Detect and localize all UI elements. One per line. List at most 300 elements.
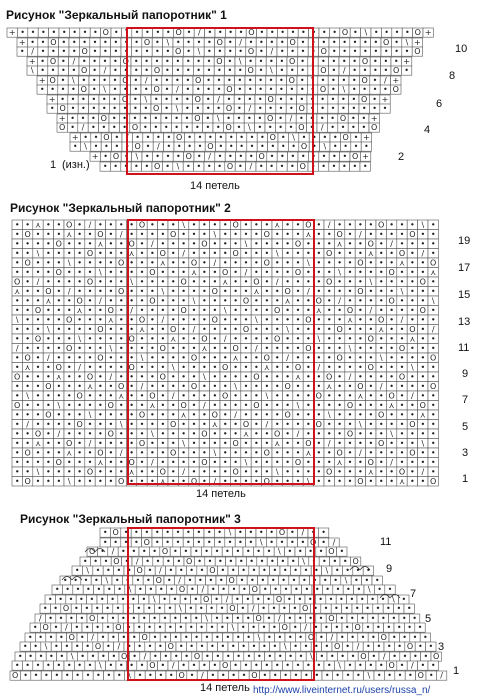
- chart-2-symbol: ⋏: [129, 249, 135, 258]
- chart-2-symbol: •: [160, 363, 165, 372]
- chart-3-symbol: •: [169, 671, 174, 680]
- chart-3-symbol: •: [126, 623, 131, 632]
- chart-3-symbol: •: [18, 652, 23, 661]
- chart-2-symbol: •: [212, 325, 217, 334]
- chart-2-symbol: •: [337, 344, 342, 353]
- chart-1-symbol: O: [227, 162, 233, 171]
- chart-2-symbol: •: [171, 259, 176, 268]
- chart-2-symbol: •: [129, 287, 134, 296]
- chart-2-symbol: /: [224, 335, 227, 344]
- chart-1-symbol: •: [113, 162, 118, 171]
- chart-3-symbol: •: [292, 576, 297, 585]
- chart-3-symbol: \: [338, 661, 341, 670]
- chart-2-symbol: •: [192, 458, 197, 467]
- chart-2-symbol: •: [358, 240, 363, 249]
- chart-3-symbol: •: [285, 661, 290, 670]
- chart-2-symbol: \: [172, 363, 175, 372]
- chart-2-symbol: •: [254, 449, 259, 458]
- chart-2-symbol: ⋏: [181, 411, 187, 420]
- chart-3-symbol: •: [235, 595, 240, 604]
- chart-1-symbol: •: [352, 162, 357, 171]
- chart-3-symbol: •: [360, 614, 365, 623]
- chart-1-symbol: •: [122, 114, 127, 123]
- chart-3-symbol: •: [110, 595, 115, 604]
- chart-3-symbol: •: [188, 604, 193, 613]
- chart-2-symbol: •: [420, 344, 425, 353]
- chart-2-symbol: •: [223, 420, 228, 429]
- chart-2-symbol: •: [171, 411, 176, 420]
- chart-2-symbol: \: [297, 401, 300, 410]
- chart-3-symbol: •: [231, 671, 236, 680]
- chart-2-symbol: •: [46, 439, 51, 448]
- chart-3-symbol: •: [244, 661, 249, 670]
- chart-2-symbol: •: [244, 316, 249, 325]
- chart-1-symbol: •: [373, 66, 378, 75]
- chart-2-symbol: •: [379, 249, 384, 258]
- chart-2-symbol: O: [66, 439, 72, 448]
- chart-2-symbol: O: [295, 240, 301, 249]
- chart-2-symbol: /: [68, 287, 71, 296]
- chart-2-symbol: •: [140, 373, 145, 382]
- chart-2-symbol: •: [379, 449, 384, 458]
- chart-2-symbol: •: [316, 221, 321, 230]
- chart-1-symbol: •: [41, 28, 46, 37]
- chart-2-symbol: •: [389, 382, 394, 391]
- chart-2-symbol: O: [45, 287, 51, 296]
- chart-2-symbol: •: [244, 344, 249, 353]
- chart-2-symbol: •: [160, 449, 165, 458]
- chart-1-symbol: +: [39, 76, 46, 85]
- chart-2-symbol: •: [202, 392, 207, 401]
- chart-2-symbol: •: [285, 477, 290, 486]
- chart-3-symbol: •: [248, 528, 253, 537]
- chart-2-symbol: •: [88, 449, 93, 458]
- chart-2-symbol: •: [244, 363, 249, 372]
- chart-2-symbol: •: [171, 306, 176, 315]
- chart-3-symbol: •: [115, 576, 120, 585]
- chart-2-symbol: •: [140, 249, 145, 258]
- chart-2-symbol: ⋏: [285, 297, 291, 306]
- chart-2-symbol: •: [264, 306, 269, 315]
- chart-3-symbol: •: [163, 614, 168, 623]
- chart-3-symbol: •: [221, 671, 226, 680]
- chart-1-symbol: /: [208, 152, 211, 161]
- chart-3-symbol: •: [239, 557, 244, 566]
- chart-2-symbol: •: [400, 268, 405, 277]
- chart-3-symbol: •: [121, 547, 126, 556]
- chart-2-symbol: •: [337, 401, 342, 410]
- chart-3-symbol: O: [149, 661, 155, 670]
- chart-2-symbol: •: [337, 221, 342, 230]
- chart-2-symbol: •: [400, 297, 405, 306]
- chart-3-symbol: •: [183, 547, 188, 556]
- chart-2-symbol: O: [66, 221, 72, 230]
- chart-3-symbol: •: [84, 576, 89, 585]
- chart-1-symbol: •: [197, 38, 202, 47]
- chart-1-symbol: •: [331, 104, 336, 113]
- chart-2-symbol: •: [36, 449, 41, 458]
- chart-2-symbol: •: [410, 278, 415, 287]
- chart-1-symbol: •: [362, 104, 367, 113]
- chart-3-symbol: •: [327, 661, 332, 670]
- source-link[interactable]: http://www.liveinternet.ru/users/russa_n/: [253, 685, 430, 696]
- chart-2-symbol: •: [348, 230, 353, 239]
- chart-2-symbol: •: [150, 306, 155, 315]
- chart-1-symbol: /: [312, 57, 315, 66]
- chart-2-symbol: •: [88, 316, 93, 325]
- chart-3-symbol: •: [116, 566, 121, 575]
- chart-3-symbol: •: [176, 528, 181, 537]
- chart-1-symbol: •: [103, 47, 108, 56]
- chart-2-symbol: •: [98, 420, 103, 429]
- chart-3-symbol: •: [366, 566, 371, 575]
- chart-1-symbol: •: [217, 162, 222, 171]
- chart-1-symbol: •: [124, 38, 129, 47]
- chart-3-symbol: •: [350, 614, 355, 623]
- chart-3-symbol: •: [189, 566, 194, 575]
- chart-2-symbol: •: [337, 439, 342, 448]
- chart-3-symbol: •: [407, 604, 412, 613]
- chart-1-symbol: \: [323, 142, 326, 151]
- chart-2-symbol: •: [368, 382, 373, 391]
- chart-2-symbol: •: [140, 363, 145, 372]
- chart-2-symbol: •: [15, 468, 20, 477]
- chart-2-symbol: •: [77, 373, 82, 382]
- chart-3-symbol: •: [148, 642, 153, 651]
- chart-3-symbol: •: [147, 604, 152, 613]
- chart-2-symbol: •: [202, 468, 207, 477]
- chart-2-symbol: \: [213, 449, 216, 458]
- chart-3-symbol: •: [308, 547, 313, 556]
- chart-1-symbol: •: [310, 95, 315, 104]
- chart-1-symbol: O: [298, 123, 304, 132]
- chart-3-symbol: •: [207, 528, 212, 537]
- chart-1-symbol: •: [195, 123, 200, 132]
- chart-2-symbol: •: [56, 449, 61, 458]
- chart-2-symbol: ⋏: [97, 458, 103, 467]
- chart-3-symbol: •: [217, 538, 222, 547]
- chart-2-symbol: \: [141, 354, 144, 363]
- chart-2-symbol: •: [264, 401, 269, 410]
- chart-3-symbol: •: [215, 614, 220, 623]
- chart-1-symbol: •: [165, 76, 170, 85]
- chart-3-symbol: /: [172, 661, 175, 670]
- chart-2-symbol: •: [171, 240, 176, 249]
- chart-2-symbol: •: [379, 401, 384, 410]
- chart-3-symbol: •: [292, 604, 297, 613]
- chart-1-symbol: •: [341, 104, 346, 113]
- chart-1-symbol: •: [363, 66, 368, 75]
- chart-2-symbol: •: [140, 477, 145, 486]
- chart-3-symbol: \: [310, 652, 313, 661]
- chart-1-symbol: •: [165, 47, 170, 56]
- chart-3-symbol: •: [366, 642, 371, 651]
- chart-2-symbol: •: [223, 344, 228, 353]
- chart-1-symbol: •: [41, 38, 46, 47]
- chart-1-symbol: •: [196, 85, 201, 94]
- chart-2-symbol: •: [15, 420, 20, 429]
- chart-2-symbol: •: [296, 392, 301, 401]
- chart-2-symbol: •: [181, 344, 186, 353]
- chart-3-symbol: •: [371, 633, 376, 642]
- chart-2-symbol: •: [56, 325, 61, 334]
- chart-3-symbol: •: [232, 585, 237, 594]
- chart-3-symbol: •: [23, 642, 28, 651]
- chart-2-symbol: •: [306, 363, 311, 372]
- chart-3-symbol: •: [340, 652, 345, 661]
- chart-1-symbol: •: [279, 57, 284, 66]
- chart-2-symbol: •: [88, 477, 93, 486]
- chart-2-symbol: •: [327, 363, 332, 372]
- chart-2-symbol: O: [336, 449, 342, 458]
- chart-3-symbol: •: [262, 642, 267, 651]
- chart-1-symbol: O: [103, 133, 109, 142]
- chart-3-row-label: 7: [410, 589, 416, 600]
- chart-2-symbol: •: [192, 230, 197, 239]
- chart-1-symbol: •: [164, 123, 169, 132]
- chart-2-symbol: •: [327, 230, 332, 239]
- chart-2-symbol: /: [390, 240, 393, 249]
- chart-2-symbol: •: [379, 259, 384, 268]
- chart-1-symbol: •: [310, 85, 315, 94]
- chart-1-symbol: •: [218, 142, 223, 151]
- chart-1-symbol: •: [92, 76, 97, 85]
- chart-3-symbol: •: [212, 661, 217, 670]
- chart-2-symbol: •: [358, 344, 363, 353]
- chart-2-symbol: •: [181, 230, 186, 239]
- chart-2-symbol: •: [431, 306, 436, 315]
- chart-2-symbol: /: [193, 325, 196, 334]
- chart-3-symbol: •: [365, 604, 370, 613]
- chart-1-symbol: •: [70, 123, 75, 132]
- chart-3-symbol: •: [178, 623, 183, 632]
- chart-3-symbol: •: [124, 557, 129, 566]
- chart-1-symbol: •: [144, 66, 149, 75]
- chart-2-symbol: •: [67, 458, 72, 467]
- chart-2-symbol: O: [160, 373, 166, 382]
- chart-2-symbol: O: [212, 316, 218, 325]
- chart-1-symbol: •: [394, 38, 399, 47]
- chart-3-symbol: •: [336, 585, 341, 594]
- chart-2-symbol: •: [316, 411, 321, 420]
- chart-2-symbol: •: [400, 449, 405, 458]
- chart-2-symbol: •: [77, 278, 82, 287]
- chart-2-symbol: •: [15, 240, 20, 249]
- chart-3-symbol: •: [152, 547, 157, 556]
- chart-3-symbol: •: [75, 671, 80, 680]
- chart-2-symbol: \: [68, 259, 71, 268]
- chart-2-symbol: •: [254, 439, 259, 448]
- chart-2-symbol: •: [171, 249, 176, 258]
- chart-1-symbol: •: [61, 57, 66, 66]
- chart-3-symbol: /: [112, 547, 115, 556]
- chart-1-symbol: O: [340, 114, 346, 123]
- chart-2-symbol: O: [149, 392, 155, 401]
- chart-2-symbol: •: [389, 259, 394, 268]
- chart-1-symbol: O: [393, 85, 399, 94]
- chart-2-symbol: O: [108, 401, 114, 410]
- chart-2-symbol: /: [390, 458, 393, 467]
- chart-2-symbol: •: [150, 287, 155, 296]
- chart-2-symbol: •: [358, 221, 363, 230]
- chart-3-symbol: •: [321, 528, 326, 537]
- chart-1-symbol: •: [354, 142, 359, 151]
- chart-1-first-row-label: 1: [50, 160, 56, 171]
- chart-1-symbol: O: [414, 47, 420, 56]
- chart-2-symbol: O: [222, 392, 228, 401]
- chart-1-symbol: /: [82, 123, 85, 132]
- chart-1-symbol: •: [133, 95, 138, 104]
- chart-2-symbol: •: [108, 382, 113, 391]
- chart-2-symbol: •: [67, 382, 72, 391]
- chart-2-symbol: ⋏: [149, 401, 155, 410]
- chart-2-symbol: •: [129, 221, 134, 230]
- chart-2-symbol: •: [212, 249, 217, 258]
- chart-1-symbol: O: [226, 85, 232, 94]
- chart-2-symbol: \: [401, 287, 404, 296]
- chart-2-symbol: •: [212, 268, 217, 277]
- chart-1-symbol: •: [155, 38, 160, 47]
- chart-3-symbol: /: [201, 671, 204, 680]
- chart-3-symbol: •: [165, 528, 170, 537]
- chart-3-symbol: •: [173, 633, 178, 642]
- chart-2-symbol: O: [139, 316, 145, 325]
- chart-1-symbol: O: [123, 57, 129, 66]
- chart-1-symbol: •: [92, 85, 97, 94]
- chart-1-symbol: O: [59, 104, 65, 113]
- chart-3-symbol: O: [352, 557, 358, 566]
- chart-1-symbol: +: [9, 28, 16, 37]
- chart-3-symbol: •: [119, 661, 124, 670]
- chart-2-symbol: •: [150, 221, 155, 230]
- chart-2-symbol: •: [358, 268, 363, 277]
- chart-2-symbol: ⋏: [87, 382, 93, 391]
- chart-3-symbol: •: [420, 661, 425, 670]
- chart-1-symbol: O: [49, 76, 55, 85]
- chart-2-symbol: •: [36, 230, 41, 239]
- chart-3-symbol: •: [261, 604, 266, 613]
- chart-3-symbol: •: [381, 595, 386, 604]
- chart-1-symbol: /: [104, 66, 107, 75]
- chart-2-symbol: ⋏: [201, 344, 207, 353]
- chart-1-symbol: •: [342, 57, 347, 66]
- chart-1-symbol: •: [143, 104, 148, 113]
- chart-2-symbol: /: [47, 354, 50, 363]
- chart-2-row-label: 1: [462, 474, 468, 485]
- chart-2-symbol: •: [316, 316, 321, 325]
- chart-2-symbol: •: [296, 477, 301, 486]
- chart-2-symbol: ⋏: [66, 230, 72, 239]
- chart-2-symbol: •: [306, 354, 311, 363]
- chart-2-symbol: •: [212, 297, 217, 306]
- chart-2-symbol: /: [89, 439, 92, 448]
- chart-3-symbol: •: [75, 642, 80, 651]
- chart-2-symbol: •: [202, 259, 207, 268]
- chart-2-symbol: •: [264, 325, 269, 334]
- chart-2-symbol: O: [108, 306, 114, 315]
- chart-2-symbol: •: [327, 335, 332, 344]
- chart-2-symbol: •: [77, 449, 82, 458]
- chart-2-symbol: \: [245, 458, 248, 467]
- chart-2-symbol: /: [120, 449, 123, 458]
- chart-2-symbol: •: [150, 449, 155, 458]
- chart-3-symbol: \: [231, 623, 234, 632]
- chart-2-symbol: \: [245, 240, 248, 249]
- chart-2-symbol: •: [296, 306, 301, 315]
- chart-1-symbol: •: [269, 38, 274, 47]
- chart-1-symbol: O: [270, 133, 276, 142]
- chart-3-symbol: •: [294, 585, 299, 594]
- chart-1-symbol: •: [250, 133, 255, 142]
- chart-2-symbol: /: [130, 306, 133, 315]
- chart-3-symbol: •: [36, 661, 41, 670]
- chart-2-symbol: O: [87, 373, 93, 382]
- chart-3-symbol: •: [306, 661, 311, 670]
- chart-3-symbol: O: [209, 566, 215, 575]
- chart-2-symbol: •: [275, 373, 280, 382]
- chart-3-symbol: O: [328, 614, 334, 623]
- chart-2-symbol: •: [46, 477, 51, 486]
- chart-3-symbol: •: [106, 623, 111, 632]
- chart-1-symbol: •: [300, 85, 305, 94]
- chart-1-symbol: •: [187, 142, 192, 151]
- chart-2-symbol: •: [108, 297, 113, 306]
- chart-2-symbol: •: [244, 249, 249, 258]
- chart-3-symbol: O: [194, 652, 200, 661]
- chart-1-symbol: •: [91, 104, 96, 113]
- chart-3-symbol: O: [141, 633, 147, 642]
- chart-2-symbol: •: [223, 325, 228, 334]
- chart-3-symbol: •: [106, 642, 111, 651]
- chart-2-symbol: •: [108, 363, 113, 372]
- chart-2-symbol: O: [118, 259, 124, 268]
- chart-2-symbol: •: [296, 325, 301, 334]
- chart-2-symbol: •: [410, 401, 415, 410]
- chart-2-symbol: O: [326, 278, 332, 287]
- chart-1-symbol: •: [300, 76, 305, 85]
- chart-2-symbol: O: [243, 325, 249, 334]
- chart-3-symbol: •: [95, 604, 100, 613]
- chart-3-symbol: •: [300, 538, 305, 547]
- chart-3-symbol: •: [242, 671, 247, 680]
- chart-2-symbol: •: [108, 420, 113, 429]
- chart-2-symbol: ⋏: [347, 316, 353, 325]
- chart-2-symbol: •: [233, 477, 238, 486]
- chart-2-symbol: •: [337, 411, 342, 420]
- chart-2-symbol: ⋏: [389, 401, 395, 410]
- chart-1-symbol: •: [207, 66, 212, 75]
- chart-3-symbol: •: [106, 566, 111, 575]
- chart-2-symbol: O: [274, 430, 280, 439]
- chart-2-symbol: •: [254, 430, 259, 439]
- chart-1-symbol: •: [83, 133, 88, 142]
- chart-2-symbol: •: [67, 373, 72, 382]
- chart-2-symbol: •: [233, 335, 238, 344]
- chart-2-symbol: •: [348, 458, 353, 467]
- chart-2-symbol: •: [337, 373, 342, 382]
- chart-2-row-label: 9: [462, 369, 468, 380]
- chart-1-symbol: •: [331, 76, 336, 85]
- chart-1-symbol: •: [321, 38, 326, 47]
- chart-1-symbol: •: [205, 114, 210, 123]
- chart-2-symbol: •: [285, 230, 290, 239]
- chart-3-symbol: •: [163, 633, 168, 642]
- chart-3-symbol: •: [354, 576, 359, 585]
- chart-2-symbol: •: [150, 363, 155, 372]
- chart-3-symbol: •: [408, 671, 413, 680]
- chart-2-symbol: •: [337, 363, 342, 372]
- chart-3-symbol: •: [262, 623, 267, 632]
